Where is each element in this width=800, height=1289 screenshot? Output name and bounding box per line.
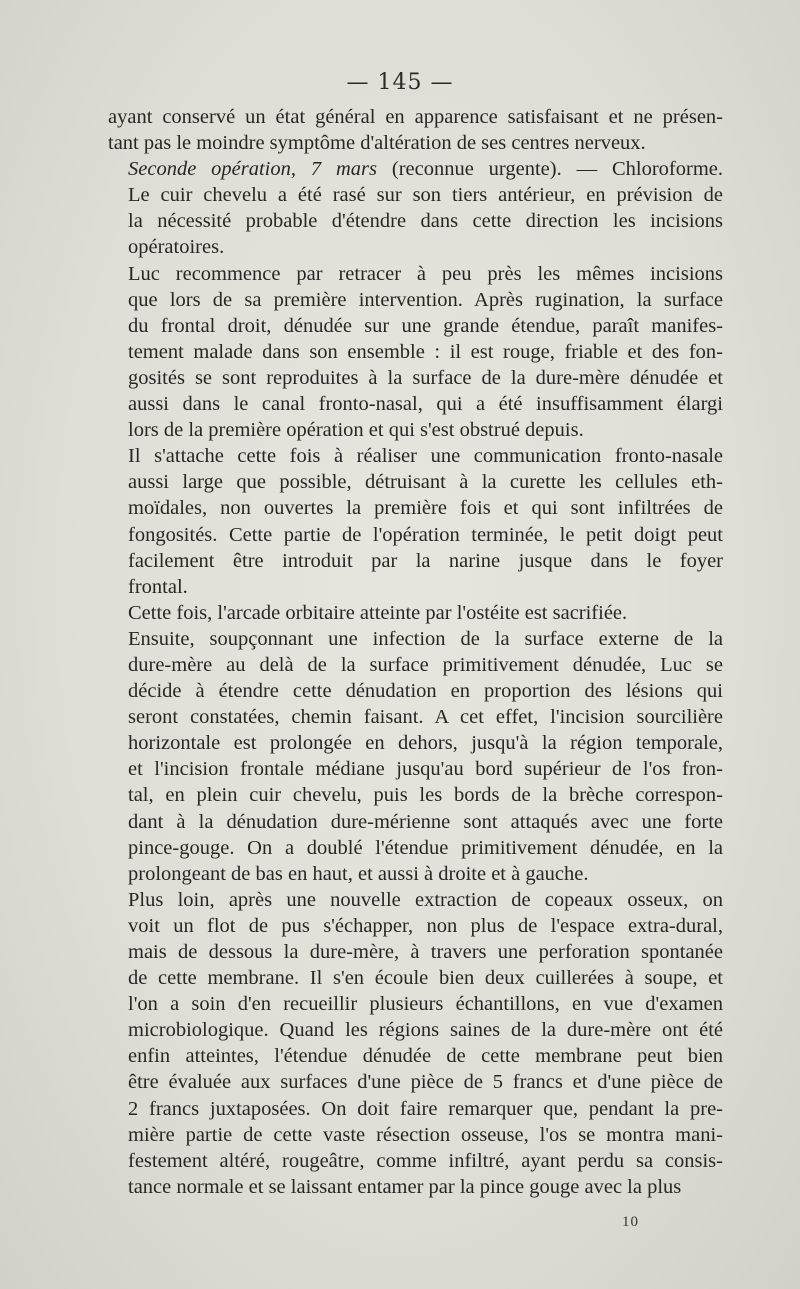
text-line: Le cuir chevelu a été rasé sur son tiers antérieur, en prévision de [128,184,723,207]
signature-mark: 10 [622,1214,639,1230]
text-line: microbiologique. Quand les régions saines de la dure-mère ont été [128,1019,723,1042]
text-line: dure-mère au delà de la surface primitivement dénudée, Luc se [128,653,723,676]
text-line: tal, en plein cuir chevelu, puis les bords de la brèche correspon- [128,784,723,807]
text-line: moïdales, non ouvertes la première fois et qui sont infiltrées de [128,497,723,520]
text-line: tant pas le moindre symptôme d'altération de ses centres nerveux. [108,132,646,155]
text-line: aussi dans le canal fronto-nasal, qui a été insuffisamment élargi [128,393,723,416]
text-line: mière partie de cette vaste résection osseuse, l'os se montra mani- [128,1123,723,1146]
text-line: et l'incision frontale médiane jusqu'au bord supérieur de l'os fron- [128,758,723,781]
paragraph-4 [108,443,723,600]
text-line: l'on a soin d'en recueillir plusieurs échantillons, en vue d'examen [128,993,723,1016]
text-line: prolongeant de bas en haut, et aussi à droite et à gauche. [128,862,589,885]
text-line: tement malade dans son ensemble : il est rouge, friable et des fon- [128,340,723,363]
text-line: la nécessité probable d'étendre dans cette direction les incisions [128,210,723,233]
text-line: aussi large que possible, détruisant à la curette les cellules eth- [128,471,723,494]
text-line: 2 francs juxtaposées. On doit faire remarquer que, pendant la pre- [128,1097,723,1120]
text-line: seront constatées, chemin faisant. A cet effet, l'incision sourcilière [128,706,723,729]
text-line: gosités se sont reproduites à la surface de la dure-mère dénudée et [128,366,723,389]
text-line: lors de la première opération et qui s'est obstrué depuis. [128,419,584,442]
text-line: Luc recommence par retracer à peu près les mêmes incisions [128,262,723,285]
text-line: frontal. [128,575,188,598]
paragraph-3 [108,261,723,444]
text-line: Plus loin, après une nouvelle extraction de copeaux osseux, on [128,888,723,911]
paragraph-6 [108,626,723,887]
text-line: dant à la dénudation dure-mérienne sont attaqués avec une forte [128,810,723,833]
text-line: pince-gouge. On a doublé l'étendue primitivement dénudée, en la [128,836,723,859]
text-line: être évaluée aux surfaces d'une pièce de 5 francs et d'une pièce de [128,1071,723,1094]
paragraph-7 [108,887,723,1200]
text-line: de cette membrane. Il s'en écoule bien deux cuillerées à soupe, et [128,967,723,990]
text-line: décide à étendre cette dénudation en proportion des lésions qui [128,680,723,703]
text-line: que lors de sa première intervention. Après rugination, la surface [128,288,723,311]
text-line: Cette fois, l'arcade orbitaire atteinte par l'ostéite est sacrifiée. [128,601,628,624]
text-line: ayant conservé un état général en apparence satisfaisant et ne présen- [108,106,723,128]
text-line: Ensuite, soupçonnant une infection de la surface externe de la [128,627,723,650]
body-text [108,104,723,1200]
text-line: tance normale et se laissant entamer par la pince gouge avec la plus [128,1175,682,1198]
text-line: mais de dessous la dure-mère, à travers une perforation spontanée [128,941,723,963]
text-line: festement altéré, rougeâtre, comme infiltré, ayant perdu sa consis- [128,1149,723,1172]
text-line: facilement être introduit par la narine jusque dans le foyer [128,549,723,572]
text-line: enfin atteintes, l'étendue dénudée de cette membrane peut bien [128,1045,723,1068]
text-line: fongosités. Cette partie de l'opération terminée, le petit doigt peut [128,523,723,546]
paragraph-5 [108,600,723,626]
text-line: opératoires. [128,236,225,259]
text-line: Il s'attache cette fois à réaliser une communication fronto-nasale [128,445,723,468]
paragraph-1 [108,104,723,156]
paragraph-2 [108,156,723,260]
page-number: — 145 — [346,70,454,95]
text-line: Seconde opération, 7 mars (reconnue urgente). — Chloroforme. [128,158,723,181]
text-line: horizontale est prolongée en dehors, jusqu'à la région temporale, [128,732,723,755]
text-line: voit un flot de pus s'échapper, non plus de l'espace extra-dural, [128,914,723,937]
text-line: du frontal droit, dénudée sur une grande étendue, paraît manifes- [128,314,723,337]
